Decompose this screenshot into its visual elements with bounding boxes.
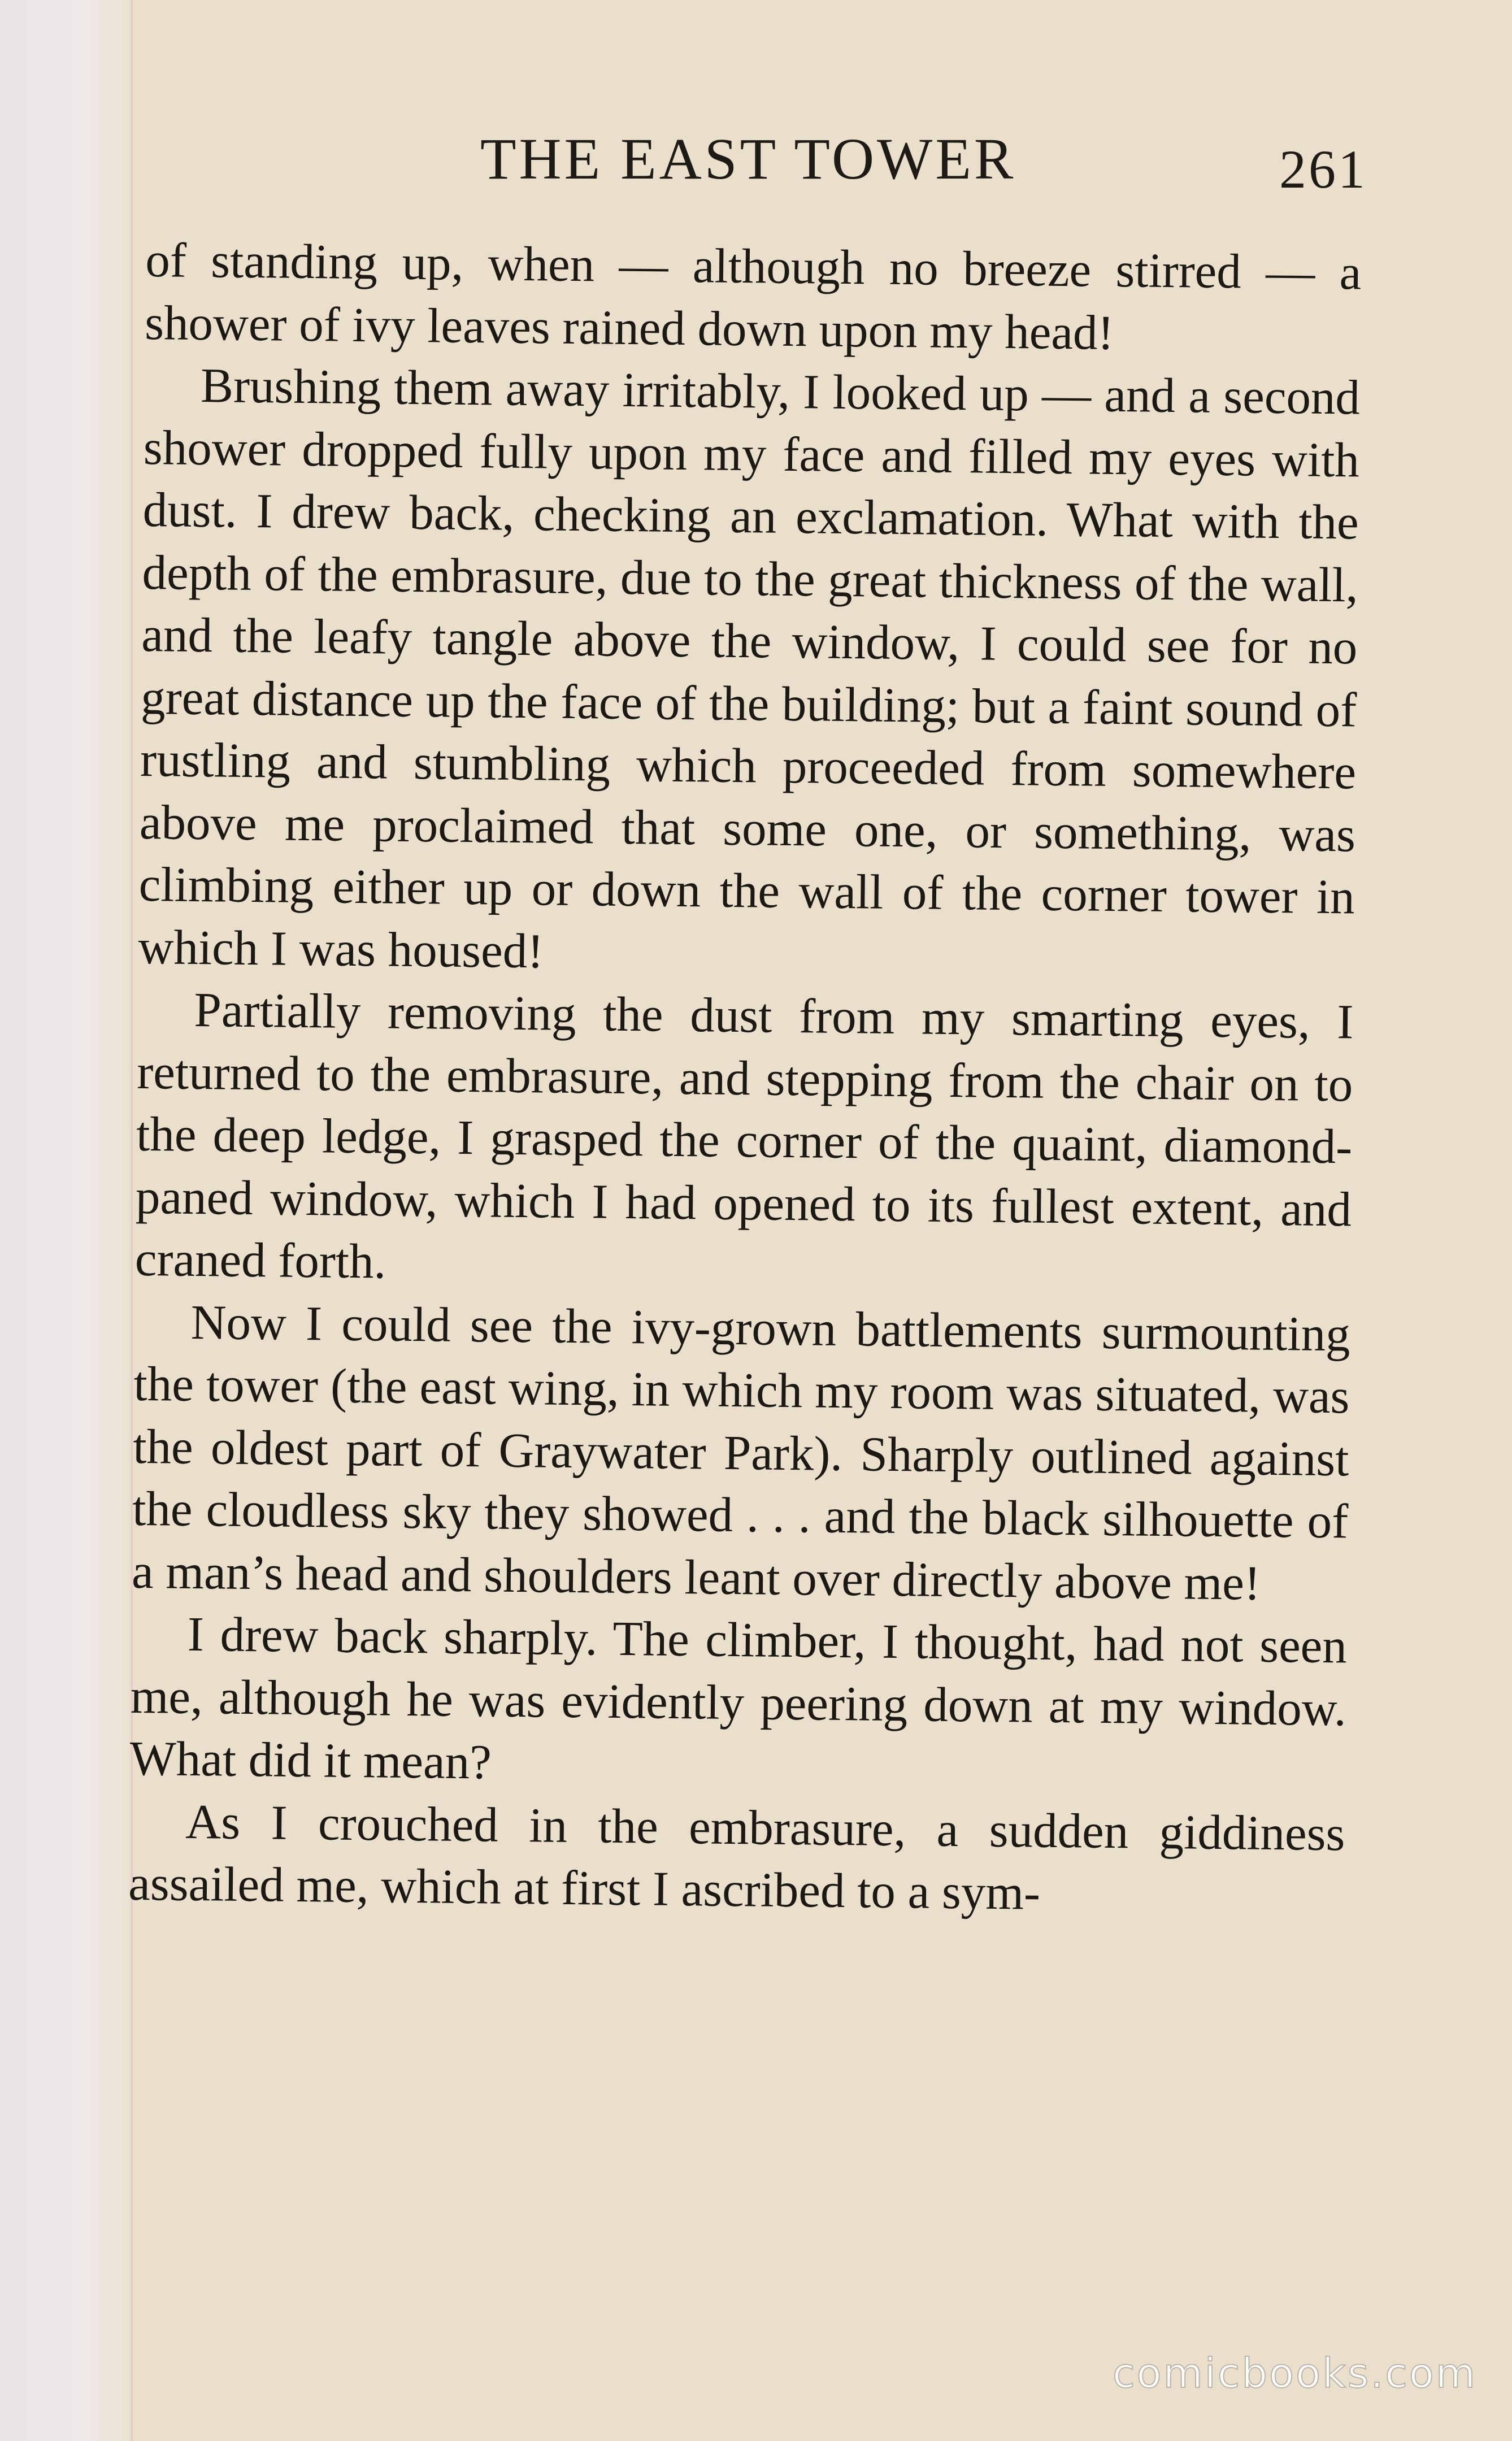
page-number: 261 bbox=[1279, 139, 1367, 199]
body-text bbox=[128, 229, 1362, 1927]
paragraph: Now I could see the ivy-grown battlements surmounting the tower (the east wing, in which my room was situated, was the oldest part of Graywater Park). Sharply outlined against the cloudless sky they showed . . . and the black silhouette of a man’s head and shoulders leant over directly above me! bbox=[131, 1294, 1351, 1610]
gutter-edge bbox=[131, 0, 133, 2441]
paragraph: I drew back sharply. The climber, I thought, had not seen me, although he was evidently peering down at my window. What did it mean? bbox=[129, 1606, 1348, 1790]
page-header bbox=[147, 125, 1367, 199]
paragraph: As I crouched in the embrasure, a sudden giddiness assailed me, which at first I ascribed to a sym- bbox=[128, 1793, 1345, 1920]
paragraph: of standing up, when — although no breeze stirred — a shower of ivy leaves rained down upon my head! bbox=[144, 232, 1362, 360]
site-watermark: comicbooks.com bbox=[1112, 2349, 1477, 2397]
page-gutter bbox=[0, 0, 130, 2441]
paragraph: Partially removing the dust from my smarting eyes, I returned to the embrasure, and stepping from the chair on to the deep ledge, I grasped the corner of the quaint, diamond-paned window, which I had opened to its fullest extent, and craned forth. bbox=[134, 981, 1354, 1289]
paragraph: Brushing them away irritably, I looked up — and a second shower dropped fully upon my face and filled my eyes with dust. I drew back, checking an exclamation. What with the depth of the embrasure, due to the great thickness of the wall, and the leafy tangle above the window, I could see for no great distance up the face of the building; but a faint sound of rustling and stumbling which proceeded from somewhere above me proclaimed that some one, or something, was climbing either up or down the wall of the corner tower in which I was housed! bbox=[138, 358, 1361, 978]
running-head: THE EAST TOWER bbox=[480, 127, 1016, 192]
